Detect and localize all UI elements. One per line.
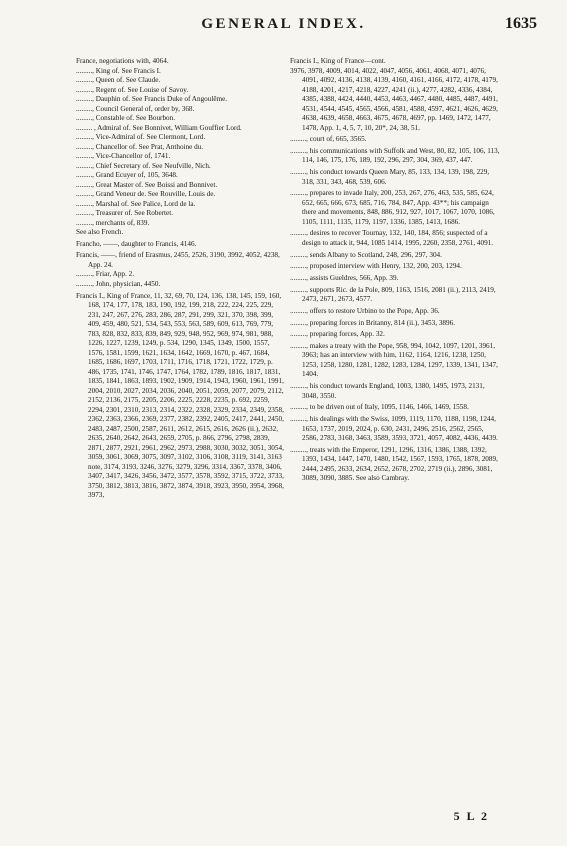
index-entry: ........., sends Albany to Scotland, 248, 296, 297, 304.	[290, 250, 442, 259]
page-header	[0, 6, 567, 40]
index-entry: Francho, ——, daughter to Francis, 4146.	[76, 239, 197, 248]
index-entry: Francis I., King of France—cont.	[290, 57, 386, 65]
index-entry: ........., Regent of. See Louise of Savoy.	[76, 85, 189, 94]
index-entry: ........., Great Master of. See Boissi and Bonnivet.	[76, 180, 218, 189]
index-entry: ........., John, physician, 4450.	[76, 279, 161, 288]
index-entry: ........., prepares to invade Italy, 200, 253, 267, 276, 463, 535, 585, 624, 652, 665, 666, 673, 685, 716, 784, 847, App. 43**; his campaign there and movements, 848, 886, 912, 927, 1017, 1067, 1070, 1086, 1105, 1111, 1135, 1179, 1197, 1336, 1385, 1413, 1686.	[290, 189, 495, 226]
index-entry: 3976, 3978, 4009, 4014, 4022, 4047, 4056, 4061, 4068, 4071, 4076, 4091, 4092, 4136, 4138, 4139, 4160, 4161, 4166, 4172, 4178, 4179, 4188, 4201, 4217, 4218, 4227, 4241 (ii.), 4277, 4282, 4336, 4384, 4385, 4388, 4424, 4440, 4453, 4463, 4467, 4480, 4485, 4487, 4491, 4531, 4544, 4545, 4565, 4566, 4581, 4588, 4597, 4621, 4626, 4629, 4638, 4639, 4658, 4663, 4675, 4678, 4697, pp. 1469, 1472, 1477, 1478, App. 1, 4, 5, 7, 10, 20*, 24, 38, 51.	[290, 66, 498, 132]
page-number: 1635	[505, 15, 537, 32]
index-entry: ........., court of, 665, 3565.	[290, 135, 367, 144]
index-entry: ........., preparing forces in Britanny, 814 (ii.), 3453, 3896.	[290, 318, 456, 327]
index-entry: ........., Vice-Admiral of. See Clermont, Lord.	[76, 133, 206, 141]
index-entry: ........., Grand Ecuyer of, 105, 3648.	[76, 171, 178, 179]
index-entry: ........., his communications with Suffolk and West, 80, 82, 105, 106, 113, 114, 146, 175, 176, 189, 192, 296, 297, 304, 369, 437, 447.	[290, 146, 500, 165]
index-entry: ........., offers to restore Urbino to the Pope, App. 36.	[290, 306, 440, 315]
index-entry: Francis I., King of France, 11, 32, 69, 70, 124, 136, 138, 145, 159, 160, 168, 174, 177, 178, 183, 190, 192, 199, 218, 222, 224, 225, 229, 231, 247, 267, 276, 283, 286, 287, 291, 299, 321, 370, 398, 399, 409, 459, 480, 521, 534, 543, 553, 563, 589, 609, 613, 769, 779, 783, 828, 832, 833, 839, 849, 929, 948, 952, 969, 974, 981, 988, 1226, 1227, 1239, 1249, p. 534, 1290, 1345, 1349, 1500, 1557, 1576, 1581, 1599, 1621, 1634, 1642, 1669, 1670, p. 467, 1684, 1685, 1686, 1697, 1703, 1711, 1716, 1718, 1721, 1722, 1729, p. 486, 1735, 1741, 1746, 1747, 1764, 1782, 1789, 1816, 1817, 1831, 1835, 1841, 1863, 1893, 1902, 1909, 1914, 1943, 1960, 1961, 1991, 2004, 2010, 2027, 2034, 2036, 2040, 2051, 2059, 2077, 2079, 2112, 2152, 2136, 2175, 2205, 2206, 2225, 2228, 2235, p. 692, 2259, 2294, 2301, 2310, 2313, 2314, 2322, 2328, 2329, 2334, 2349, 2358, 2362, 2363, 2366, 2369, 2377, 2382, 2392, 2405, 2417, 2441, 2450, 2483, 2487, 2500, 2587, 2611, 2612, 2615, 2616, 2626 (ii.), 2632, 2635, 2640, 2642, 2643, 2659, 2705, p. 866, 2796, 2798, 2839, 2871, 2877, 2921, 2961, 2962, 2973, 2988, 3030, 3032, 3051, 3054, 3059, 3061, 3069, 3075, 3097, 3102, 3106, 3108, 3119, 3141, 3163 note, 3174, 3193, 3246, 3276, 3279, 3296, 3314, 3367, 3378, 3406, 3407, 3417, 3426, 3456, 3472, 3577, 3578, 3592, 3715, 3722, 3733, 3750, 3812, 3813, 3816, 3872, 3874, 3918, 3923, 3950, 3954, 3968, 3973,	[76, 291, 284, 500]
index-entry: Francis, ——, friend of Erasmus, 2455, 2526, 3190, 3992, 4052, 4238, App. 24.	[76, 251, 280, 269]
index-entry: ........., Constable of. See Bourbon.	[76, 114, 176, 122]
index-entry: ........., Chief Secretary of. See Neufville, Nich.	[76, 161, 211, 170]
index-entry: ........., his dealings with the Swiss, 1099, 1119, 1170, 1188, 1198, 1244, 1653, 1737, 2019, 2024, p. 630, 2431, 2496, 2516, 2562, 2565, 2586, 2783, 3168, 3463, 3589, 3593, 3721, 4057, 4082, 4436, 4439.	[290, 415, 498, 442]
index-entry: ........., Grand Veneur de. See Rouville, Louis de.	[76, 190, 216, 198]
left-index-column	[76, 57, 284, 501]
index-entry: ........., desires to recover Tournay, 132, 140, 184, 856; suspected of a design to attack it, 944, 1085 1414, 1995, 2260, 2358, 2761, 4091.	[290, 229, 494, 247]
right-index-column	[290, 57, 500, 484]
index-entry: ........., his conduct towards Queen Mary, 85, 133, 134, 139, 198, 229, 318, 331, 343, 468, 539, 606.	[290, 168, 490, 186]
index-entry: ........., makes a treaty with the Pope, 958, 994, 1042, 1097, 1201, 3961, 3963; has an interview with him, 1162, 1164, 1216, 1238, 1250, 1253, 1258, 1280, 1281, 1282, 1283, 1284, 1297, 1339, 1341, 1347, 1404.	[290, 341, 498, 379]
index-entry: ........., merchants of, 839.	[76, 218, 150, 227]
index-entry: ........., treats with the Emperor, 1291, 1296, 1316, 1386, 1388, 1392, 1393, 1434, 1447, 1470, 1480, 1542, 1567, 1593, 1765, 1878, 2089, 2444, 2495, 2633, 2634, 2652, 2678, 2702, 2719 (ii.), 2896, 3081, 3089, 3090, 3885. See also Cambray.	[290, 445, 498, 483]
index-entry: ........., Council General of, order by, 368.	[76, 104, 195, 113]
index-entry: ........., his conduct towards England, 1003, 1380, 1495, 1973, 2131, 3048, 3550.	[290, 382, 485, 400]
index-entry: ........., Friar, App. 2.	[76, 270, 135, 279]
index-entry: See also French.	[76, 228, 124, 236]
index-entry: ......... , Admiral of. See Bonnivet, William Gouffier Lord.	[76, 123, 242, 132]
index-entry: France, negotiations with, 4064.	[76, 57, 169, 65]
index-entry: ........., Chancellor of. See Prat, Anthoine du.	[76, 142, 204, 151]
index-entry: ........., to be driven out of Italy, 1095, 1146, 1466, 1469, 1558.	[290, 403, 469, 412]
index-entry: ........., Dauphin of. See Francis Duke of Angoulême.	[76, 95, 228, 103]
index-entry: ........., Marshal of. See Palice, Lord de la.	[76, 199, 196, 208]
index-entry: ........., Vice-Chancellor of, 1741.	[76, 152, 171, 160]
index-entry: ........., Queen of. See Claude.	[76, 76, 161, 84]
index-entry: ........., proposed interview with Henry, 132, 200, 203, 1294.	[290, 262, 462, 271]
signature-mark: 5 L 2	[453, 809, 489, 823]
index-entry: ........., supports Ric. de la Pole, 809, 1163, 1516, 2081 (ii.), 2113, 2419, 2473, 2671, 2673, 4577.	[290, 285, 496, 304]
index-entry: ........., preparing forces, App. 32.	[290, 330, 385, 339]
index-entry: ........., assists Gueldres, 566, App. 39.	[290, 274, 399, 282]
page-title: GENERAL INDEX.	[201, 16, 366, 32]
index-entry: ........., King of. See Francis I.	[76, 66, 161, 75]
index-entry: ........., Treasurer of. See Robertet.	[76, 209, 174, 217]
